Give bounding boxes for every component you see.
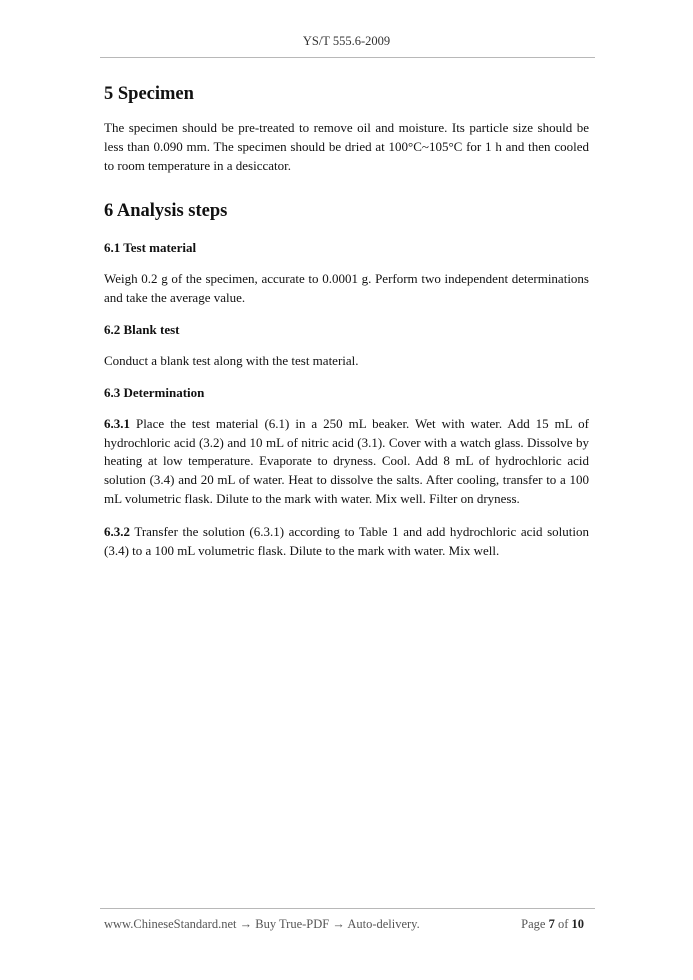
page-total: 10 [571,917,584,931]
page-current: 7 [548,917,555,931]
page-number [521,917,584,932]
of-word: of [557,917,569,931]
blank-test-paragraph: Conduct a blank test along with the test material. [104,352,359,368]
page-word: Page [521,917,546,931]
page-content [104,80,589,560]
test-material-paragraph: Weigh 0.2 g of the specimen, accurate to 0.0001 g. Perform two independent determinations and take the average value. [104,271,589,306]
section-heading-specimen: 5 Specimen [104,84,194,104]
footer-divider [100,908,595,909]
footer-site-link[interactable]: www.ChineseStandard.net [104,917,237,931]
subheading-blank-test: 6.2 Blank test [104,321,180,337]
header-divider [100,57,595,58]
footer-delivery-text: Auto-delivery. [347,917,420,931]
section-heading-analysis: 6 Analysis steps [104,201,228,222]
clause-text-6-3-2: Transfer the solution (6.3.1) according to Table 1 and add hydrochloric acid solution (3.4) to a 100 mL volumetric flask. Dilute to the mark with water. Mix well. [104,523,589,558]
determination-paragraph-1 [104,415,589,509]
clause-text-6-3-1: Place the test material (6.1) in a 250 mL beaker. Wet with water. Add 15 mL of hydrochloric acid (3.2) and 10 mL of nitric acid (3.1). Cover with a watch glass. Dissolve by heating at low temperature. Evaporate to dryness. Cool. Add 8 mL of hydrochloric acid solution (3.4) and 20 mL of water. Heat to dissolve the salts. After cooling, transfer to a 100 mL volumetric flask. Dilute to the mark with water. Mix well. Filter on dryness. [104,415,589,506]
determination-paragraph-2 [104,523,589,561]
clause-number-6-3-2: 6.3.2 [104,523,130,539]
footer-buy-link[interactable]: Buy True-PDF [255,917,330,931]
specimen-paragraph: The specimen should be pre-treated to remove oil and moisture. Its particle size should be less than 0.090 mm. The specimen should be dried at 100°C~105°C for 1 h and then cooled to room temperature in a desiccator. [104,120,589,173]
subheading-test-material: 6.1 Test material [104,240,197,256]
subheading-determination: 6.3 Determination [104,384,205,400]
footer-promo [104,917,420,932]
clause-number-6-3-1: 6.3.1 [104,415,130,431]
header-standard-code: YS/T 555.6-2009 [302,34,391,48]
arrow-right-icon: → [239,917,253,931]
arrow-right-icon: → [332,917,345,931]
